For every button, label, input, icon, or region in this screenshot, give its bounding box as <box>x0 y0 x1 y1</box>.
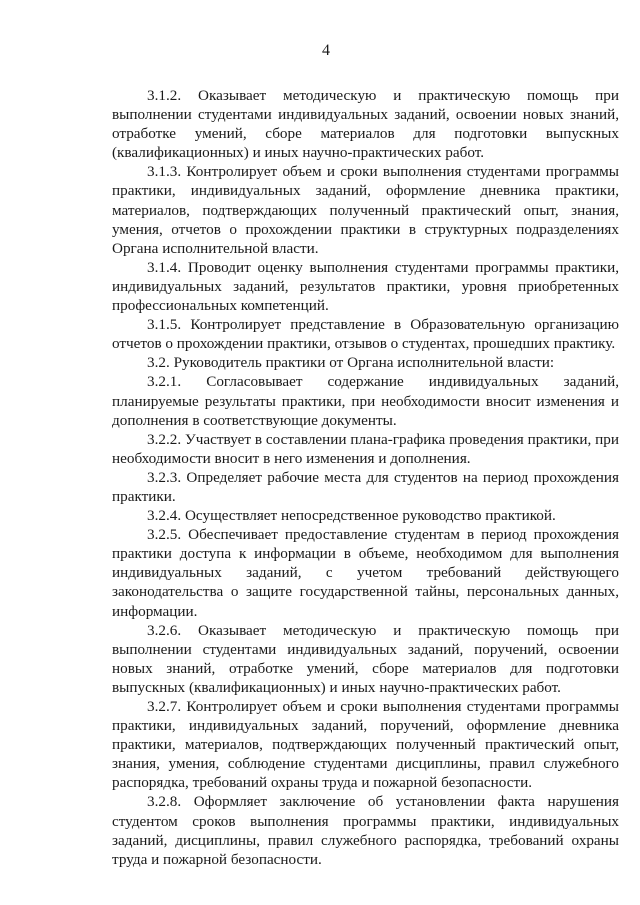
paragraph-3-2-7: 3.2.7. Контролирует объем и сроки выполнения студентами программы практики, индивидуальных заданий, поручений, оформление дневника практики, материалов, подтверждающих полученный практический опыт, знания, умения, соблюдение студентами дисциплины, правил служебного распорядка, требований охраны труда и пожарной безопасности. <box>112 698 619 792</box>
paragraph-3-2-6: 3.2.6. Оказывает методическую и практическую помощь при выполнении студентами индивидуальных заданий, поручений, освоении новых знаний, отработке умений, сборе материалов для подготовки выпускных (квалификационных) и иных научно-практических работ. <box>112 621 619 696</box>
paragraph-3-2-2: 3.2.2. Участвует в составлении плана-графика проведения практики, при необходимости вносит в него изменения и дополнения. <box>112 430 619 467</box>
paragraph-3-2-1: 3.2.1. Согласовывает содержание индивидуальных заданий, планируемые результаты практики, при необходимости вносит изменения и дополнения в соответствующие документы. <box>112 373 619 429</box>
page-number: 4 <box>322 42 330 59</box>
paragraph-3-2-3: 3.2.3. Определяет рабочие места для студентов на период прохождения практики. <box>112 468 619 505</box>
paragraph-3-1-5: 3.1.5. Контролирует представление в Образовательную организацию отчетов о прохождении практики, отзывов о студентах, прошедших практику. <box>112 316 619 353</box>
paragraph-3-1-4: 3.1.4. Проводит оценку выполнения студентами программы практики, индивидуальных заданий, результатов практики, уровня приобретенных профессиональных компетенций. <box>112 258 619 315</box>
paragraph-3-2-8: 3.2.8. Оформляет заключение об установлении факта нарушения студентом сроков выполнения программы практики, индивидуальных заданий, дисциплины, правил служебного распорядка, требований охраны труда и пожарной безопасности. <box>112 793 619 868</box>
paragraph-3-1-3: 3.1.3. Контролирует объем и сроки выполнения студентами программы практики, индивидуальных заданий, оформление дневника практики, материалов, подтверждающих полученный практический опыт, знания, умения, отчетов о прохождении практики в структурных подразделениях Органа исполнительной власти. <box>112 163 619 257</box>
paragraph-3-2-4: 3.2.4. Осуществляет непосредственное руководство практикой. <box>147 507 556 525</box>
paragraph-3-2: 3.2. Руководитель практики от Органа исполнительной власти: <box>147 354 555 372</box>
document-body <box>112 86 619 869</box>
paragraph-3-2-5: 3.2.5. Обеспечивает предоставление студентам в период прохождения практики доступа к информации в объеме, необходимом для выполнения индивидуальных заданий, с учетом требований действующего законодательства о защите государственной тайны, персональных данных, информации. <box>112 526 619 620</box>
paragraph-3-1-2: 3.1.2. Оказывает методическую и практическую помощь при выполнении студентами индивидуальных заданий, освоении новых знаний, отработке умений, сборе материалов для подготовки выпускных (квалификационных) и иных научно-практических работ. <box>112 87 619 162</box>
